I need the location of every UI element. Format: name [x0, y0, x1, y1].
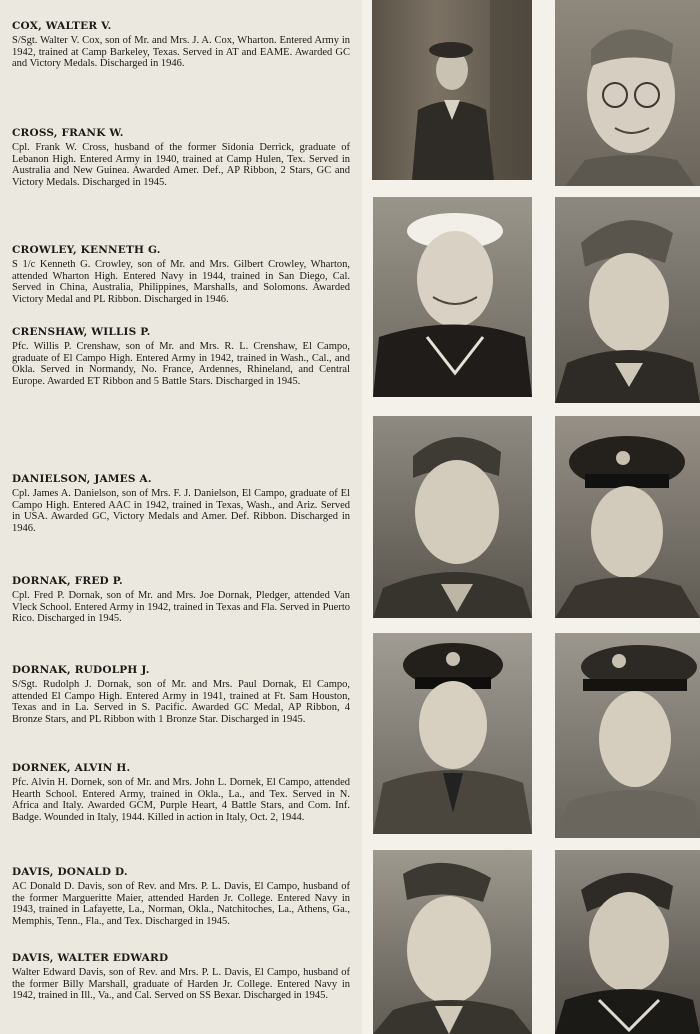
entry-name: DORNAK, FRED P.: [12, 575, 123, 587]
entry-bio: S/Sgt. Rudolph J. Dornak, son of Mr. and Mrs. Paul Dornak, El Campo, attended El Campo High. Entered Army in 1941, trained at Ft. Sam Houston, Texas and in La. Served in S. Pacific. Awarded GC Medal, AP Ribbon, 4 Bronze Stars, and PL Ribbon with 1 Bronze Star. Discharged in 1945.: [12, 679, 350, 725]
entry-bio: S 1/c Kenneth G. Crowley, son of Mr. and Mrs. Gilbert Crowley, Wharton, attended Wharton High. Entered Navy in 1944, trained in San Diego, Cal. Served in China, Australia, Philippines, Marshalls, and Solomons. Awarded Victory Medal and PL Ribbon. Discharged in 1946.: [12, 259, 350, 305]
entry-name: CROSS, FRANK W.: [12, 127, 124, 139]
entry-dornak-rudolph: [12, 664, 350, 725]
entry-bio: Cpl. Fred P. Dornak, son of Mr. and Mrs. Joe Dornak, Pledger, attended Van Vleck School. Entered Army in 1942, trained in Texas and Fla. Served in Puerto Rico. Discharged in 1945.: [12, 590, 350, 625]
entry-davis-donald: [12, 866, 350, 927]
portrait-photo-cross: [555, 0, 700, 186]
portrait-photo-dornak-fred-cap: [555, 416, 700, 618]
entry-dornek-alvin: [12, 762, 350, 823]
entry-cox-walter: [12, 20, 350, 70]
portrait-photo-davis-walter: [555, 850, 700, 1034]
entry-name: CROWLEY, KENNETH G.: [12, 244, 161, 256]
portrait-photo-davis-donald: [373, 850, 532, 1034]
entry-bio: AC Donald D. Davis, son of Rev. and Mrs. P. L. Davis, El Campo, husband of the former Margueritte Maier, attended Harden Jr. College. Entered Navy in 1943, trained in Lafayette, La., Norman, Okla., Natchitoches, La., Athens, Ga., Memphis, Tenn., Fla., and Tex. Discharged in 1945.: [12, 881, 350, 927]
entry-name: DORNAK, RUDOLPH J.: [12, 664, 150, 676]
entry-name: CRENSHAW, WILLIS P.: [12, 326, 151, 338]
entry-cross-frank: [12, 127, 350, 188]
portrait-photo-dornek-alvin: [555, 633, 700, 838]
portrait-photo-cox: [372, 0, 532, 180]
entry-name: DAVIS, DONALD D.: [12, 866, 128, 878]
entry-danielson-james: [12, 473, 350, 534]
entry-name: DAVIS, WALTER EDWARD: [12, 952, 169, 964]
entry-name: DANIELSON, JAMES A.: [12, 473, 152, 485]
portrait-photo-danielson: [373, 416, 532, 618]
entry-davis-walter: [12, 952, 350, 1002]
portrait-photo-dornak-rudolph: [373, 633, 532, 834]
entry-bio: Cpl. James A. Danielson, son of Mrs. F. J. Danielson, El Campo, graduate of El Campo High. Entered AAC in 1942, trained in Texas, Wash., and Ariz. Served in USA. Awarded GC, Victory Medals and Amer. Def. Ribbon. Discharged in 1946.: [12, 488, 350, 534]
entry-name: COX, WALTER V.: [12, 20, 112, 32]
entry-bio: Pfc. Alvin H. Dornek, son of Mr. and Mrs. John L. Dornek, El Campo, attended Hearth School. Entered Army, trained in Okla., La., and Tex. Served in N. Africa and Italy. Awarded GCM, Purple Heart, 4 Battle Stars, and Com. Inf. Badge. Wounded in Italy, 1944. Killed in action in Italy, Oct. 2, 1944.: [12, 777, 350, 823]
entry-name: DORNEK, ALVIN H.: [12, 762, 131, 774]
entry-crowley-kenneth: [12, 244, 350, 305]
entry-bio: Pfc. Willis P. Crenshaw, son of Mr. and Mrs. R. L. Crenshaw, El Campo, graduate of El Campo High. Entered Army in 1942, trained in Wash., Cal., and Okla. Served in Normandy, No. France, Ardennes, Rhineland, and Central Europe. Awarded ET Ribbon and 5 Battle Stars. Discharged in 1945.: [12, 341, 350, 387]
entry-bio: Cpl. Frank W. Cross, husband of the former Sidonia Derrick, graduate of Lebanon High. Entered Army in 1940, trained at Camp Hulen, Tex. Served in Australia and New Guinea. Awarded Amer. Def., AP Ribbon, 2 Stars, GC and Victory Medals. Discharged in 1945.: [12, 142, 350, 188]
portrait-photo-crenshaw: [555, 197, 700, 403]
entry-crenshaw-willis: [12, 326, 350, 387]
portrait-photo-crowley: [373, 197, 532, 397]
entry-bio: S/Sgt. Walter V. Cox, son of Mr. and Mrs. J. A. Cox, Wharton. Entered Army in 1942, trained at Camp Barkeley, Texas. Served in AT and EAME. Awarded GC and Victory Medals. Discharged in 1946.: [12, 35, 350, 70]
entry-bio: Walter Edward Davis, son of Rev. and Mrs. P. L. Davis, El Campo, husband of the former Billy Marshall, graduate of Harden Jr. College. Entered Navy in 1942, trained in Ill., Va., and Cal. Served on SS Bexar. Discharged in 1945.: [12, 967, 350, 1002]
entry-dornak-fred: [12, 575, 350, 625]
